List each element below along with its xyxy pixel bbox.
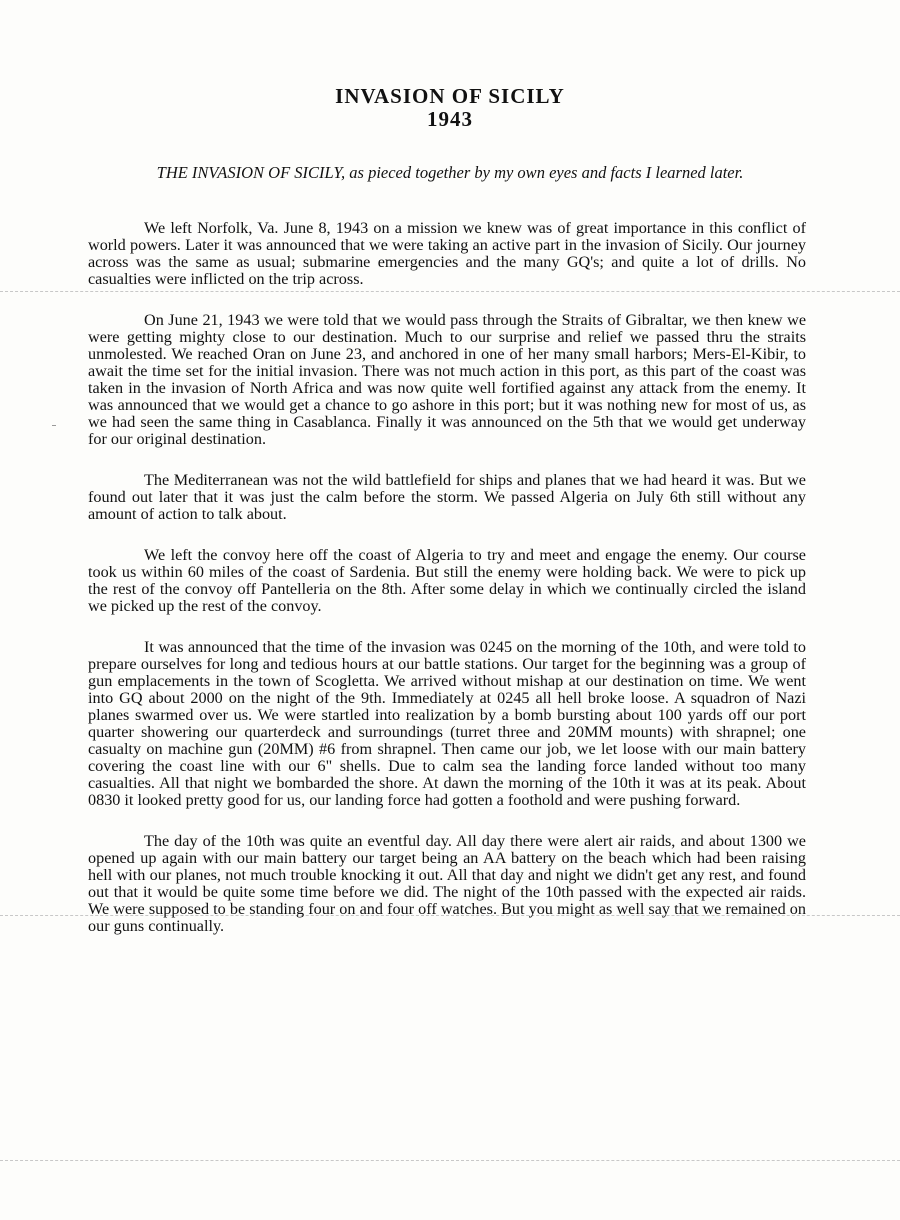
paragraph-5: It was announced that the time of the invasion was 0245 on the morning of the 10th, and were told to prepare ourselves for long and tedious hours at our battle stations. Our target for the beginning was a group of gun emplacements in the town of Scogletta. We arrived without mishap at our destination on time. We went into GQ about 2000 on the night of the 9th. Immediately at 0245 all hell broke loose. A squadron of Nazi planes swarmed over us. We were startled into realization by a bomb bursting about 100 yards off our port quarter showering our quarterdeck and surroundings (turret three and 20MM mounts) with shrapnel; one casualty on machine gun (20MM) #6 from shrapnel. Then came our job, we let loose with our main battery covering the coast line with our 6" shells. Due to calm sea the landing force landed without too many casualties. All that night we bombarded the shore. At dawn the morning of the 10th it was at its peak. About 0830 it looked pretty good for us, our landing force had gotten a foothold and were pushing forward. xyxy=(88,638,806,809)
document-title: INVASION OF SICILY xyxy=(335,84,565,108)
document-subtitle: THE INVASION OF SICILY, as pieced together by my own eyes and facts I learned later. xyxy=(156,163,744,182)
scan-mark xyxy=(52,425,56,426)
paragraph-6: The day of the 10th was quite an eventful day. All day there were alert air raids, and about 1300 we opened up again with our main battery our target being an AA battery on the beach which had been raising hell with our planes, not much trouble knocking it out. All that day and night we didn't get any rest, and found out that it would be quite some time before we did. The night of the 10th passed with the expected air raids. We were supposed to be standing four on and four off watches. But you might as well say that we remained on our guns continually. xyxy=(88,832,806,935)
paragraph-3: The Mediterranean was not the wild battlefield for ships and planes that we had heard it was. But we found out later that it was just the calm before the storm. We passed Algeria on July 6th still without any amount of action to talk about. xyxy=(88,471,806,523)
paragraph-2: On June 21, 1943 we were told that we would pass through the Straits of Gibraltar, we then knew we were getting mighty close to our destination. Much to our surprise and relief we passed thru the straits unmolested. We reached Oran on June 23, and anchored in one of her many small harbors; Mers-El-Kibir, to await the time set for the initial invasion. There was not much action in this port, as this part of the coast was taken in the invasion of North Africa and was now quite well fortified against any attack from the enemy. It was announced that we would get a chance to go ashore in this port; but it was nothing new for most of us, as we had seen the same thing in Casablanca. Finally it was announced on the 5th that we would get underway for our original destination. xyxy=(88,311,806,448)
scan-line xyxy=(0,1160,900,1161)
document-body xyxy=(88,220,806,959)
paragraph-1: We left Norfolk, Va. June 8, 1943 on a mission we knew was of great importance in this conflict of world powers. Later it was announced that we were taking an active part in the invasion of Sicily. Our journey across was the same as usual; submarine emergencies and the many GQ's; and quite a lot of drills. No casualties were inflicted on the trip across. xyxy=(88,219,806,288)
document-year: 1943 xyxy=(427,107,473,131)
paragraph-4: We left the convoy here off the coast of Algeria to try and meet and engage the enemy. Our course took us within 60 miles of the coast of Sardenia. But still the enemy were holding back. We were to pick up the rest of the convoy off Pantelleria on the 8th. After some delay in which we continually circled the island we picked up the rest of the convoy. xyxy=(88,546,806,615)
